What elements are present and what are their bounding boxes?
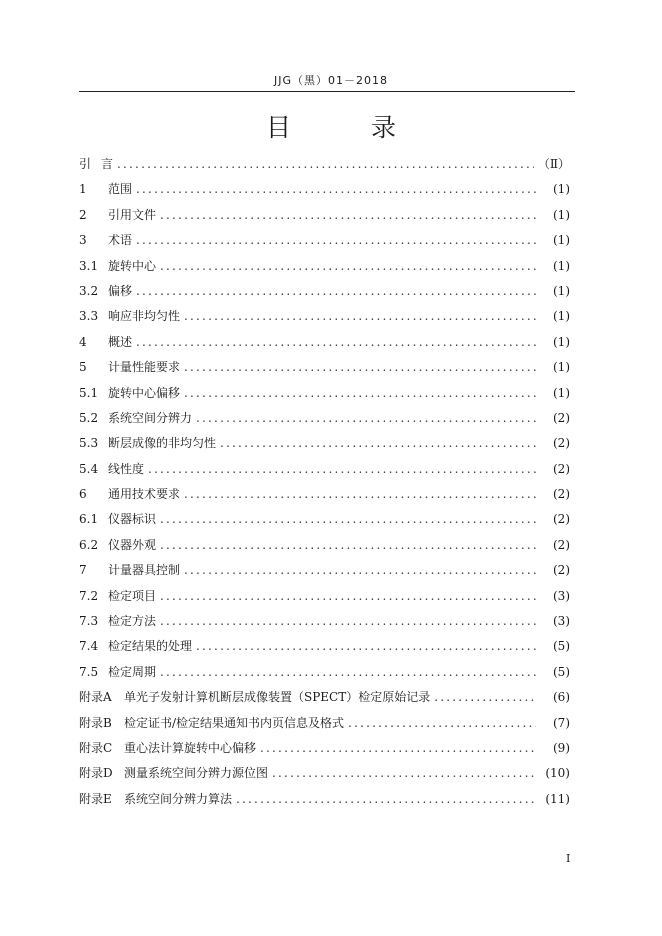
- toc-entry-page: (2): [553, 537, 570, 552]
- toc-entry-page: (1): [553, 283, 570, 298]
- toc-entry-page: (2): [553, 461, 570, 476]
- toc-entry-number: 7.3: [79, 614, 99, 629]
- toc-leader-dots: [160, 665, 536, 679]
- toc-entry-number: 7: [79, 563, 87, 578]
- toc-entry-title: 重心法计算旋转中心偏移: [124, 740, 257, 755]
- toc-leader-dots: [236, 792, 536, 806]
- toc-entry-number: 附录C: [79, 740, 113, 755]
- toc-entry-title: 仪器外观: [108, 537, 157, 552]
- page-number: I: [566, 852, 571, 865]
- toc-entry[interactable]: [79, 637, 570, 662]
- toc-leader-dots: [220, 436, 536, 450]
- toc-entry-title: 检定结果的处理: [108, 639, 193, 654]
- toc-entry-page: (1): [553, 309, 570, 324]
- toc-entry-number: 附录E: [79, 791, 112, 806]
- toc-entry-title: 响应非均匀性: [108, 309, 181, 324]
- toc-entry-page: (2): [553, 410, 570, 425]
- toc-leader-dots: [184, 360, 536, 374]
- toc-entry-number: 3: [79, 233, 87, 248]
- toc-leader-dots: [136, 335, 536, 349]
- toc-entry-title: 线性度: [108, 461, 145, 476]
- toc-leader-dots: [160, 614, 536, 628]
- toc-entry-number: 附录B: [79, 715, 112, 730]
- toc-entry-title: 概述: [108, 334, 133, 349]
- toc-leader-dots: [160, 589, 536, 603]
- toc-entry[interactable]: [79, 561, 570, 586]
- toc-entry-page: (5): [553, 664, 570, 679]
- toc-entry-page: (2): [553, 436, 570, 451]
- toc-leader-dots: [196, 639, 536, 653]
- toc-entry-page: (1): [553, 334, 570, 349]
- toc-entry-number: 引: [79, 157, 92, 171]
- toc-leader-dots: [160, 208, 536, 222]
- toc-leader-dots: [434, 690, 536, 704]
- toc-entry-title: 仪器标识: [108, 512, 157, 527]
- toc-entry-page: (6): [553, 690, 570, 705]
- toc-leader-dots: [260, 741, 536, 755]
- toc-leader-dots: [272, 766, 536, 780]
- toc-entry-number: 7.2: [79, 588, 99, 603]
- toc-entry[interactable]: [79, 764, 570, 789]
- toc-entry[interactable]: [79, 790, 570, 815]
- toc-entry[interactable]: [79, 434, 570, 459]
- toc-entry-number: 5.3: [79, 436, 99, 451]
- toc-leader-dots: [348, 716, 536, 730]
- toc-entry-page: (1): [553, 182, 570, 197]
- toc-entry-page: (3): [553, 614, 570, 629]
- toc-leader-dots: [184, 309, 536, 323]
- toc-entry[interactable]: [79, 714, 570, 739]
- toc-entry-number: 附录D: [79, 766, 113, 781]
- toc-entry-page: (7): [553, 715, 570, 730]
- document-code-header: JJG（黑）01－2018: [273, 74, 388, 87]
- toc-entry-number: 3.2: [79, 283, 99, 298]
- toc-entry-title: 旋转中心: [108, 258, 157, 273]
- toc-entry-page: (1): [553, 207, 570, 222]
- toc-entry-number: 1: [79, 182, 87, 197]
- toc-entry-page: (11): [545, 791, 570, 806]
- toc-entry[interactable]: [79, 409, 570, 434]
- toc-entry[interactable]: [79, 282, 570, 307]
- toc-leader-dots: [160, 538, 536, 552]
- toc-entry[interactable]: [79, 663, 570, 688]
- toc-leader-dots: [136, 233, 536, 247]
- toc-entry-title: 断层成像的非均匀性: [108, 436, 217, 451]
- toc-entry-page: (2): [553, 563, 570, 578]
- toc-entry-title: 计量性能要求: [108, 360, 181, 375]
- toc-entry-title: 通用技术要求: [108, 487, 181, 502]
- toc-entry-title: 检定项目: [108, 588, 157, 603]
- toc-entry-page: (1): [553, 233, 570, 248]
- toc-entry[interactable]: [79, 333, 570, 358]
- table-of-contents: [79, 155, 570, 815]
- toc-leader-dots: [136, 284, 536, 298]
- toc-entry[interactable]: [79, 485, 570, 510]
- toc-entry-page: (2): [553, 487, 570, 502]
- toc-entry-number: 6.1: [79, 512, 99, 527]
- toc-entry-number: 5: [79, 360, 87, 375]
- header-rule: [79, 91, 575, 92]
- toc-entry-number: 6: [79, 487, 87, 502]
- toc-entry-title: 计量器具控制: [108, 563, 181, 578]
- toc-entry-title: 引用文件: [108, 207, 157, 222]
- toc-entry[interactable]: [79, 257, 570, 282]
- toc-entry[interactable]: [79, 510, 570, 535]
- toc-leader-dots: [160, 259, 536, 273]
- toc-entry-page: (1): [553, 360, 570, 375]
- toc-entry-title: 言: [101, 157, 114, 171]
- toc-entry-page: (1): [553, 258, 570, 273]
- toc-entry-title: 偏移: [108, 283, 133, 298]
- toc-entry[interactable]: [79, 358, 570, 383]
- toc-entry-page: (3): [553, 588, 570, 603]
- toc-entry-number: 3.1: [79, 258, 99, 273]
- toc-entry[interactable]: [79, 206, 570, 231]
- toc-entry[interactable]: [79, 688, 570, 713]
- toc-entry-number: 7.5: [79, 664, 99, 679]
- toc-leader-dots: [117, 157, 534, 171]
- toc-entry[interactable]: [79, 612, 570, 637]
- toc-entry[interactable]: [79, 739, 570, 764]
- toc-entry-page: (1): [553, 385, 570, 400]
- toc-leader-dots: [196, 411, 536, 425]
- toc-entry[interactable]: [79, 384, 570, 409]
- toc-leader-dots: [136, 182, 536, 196]
- page-title: 目 录: [266, 113, 432, 142]
- toc-entry-number: 附录A: [79, 690, 112, 705]
- toc-entry[interactable]: [79, 587, 570, 612]
- toc-entry-page: (2): [553, 512, 570, 527]
- toc-entry-number: 5.1: [79, 385, 99, 400]
- toc-entry[interactable]: [79, 180, 570, 205]
- toc-entry-title: 范围: [108, 182, 133, 197]
- toc-leader-dots: [148, 462, 536, 476]
- toc-entry-page: (10): [545, 766, 570, 781]
- toc-leader-dots: [184, 487, 536, 501]
- toc-entry-title: 检定证书/检定结果通知书内页信息及格式: [124, 715, 345, 730]
- toc-entry-number: 3.3: [79, 309, 99, 324]
- toc-entry-number: 6.2: [79, 537, 99, 552]
- toc-entry-title: 系统空间分辨力: [108, 410, 193, 425]
- toc-entry-title: 旋转中心偏移: [108, 385, 181, 400]
- toc-entry-title: 系统空间分辨力算法: [124, 791, 233, 806]
- toc-entry[interactable]: [79, 307, 570, 332]
- toc-leader-dots: [160, 512, 536, 526]
- toc-entry-title: 测量系统空间分辨力源位图: [124, 766, 269, 781]
- toc-entry-number: 5.2: [79, 410, 99, 425]
- toc-entry-page: (9): [553, 740, 570, 755]
- toc-entry[interactable]: [79, 231, 570, 256]
- toc-entry[interactable]: [79, 460, 570, 485]
- toc-leader-dots: [184, 386, 536, 400]
- toc-entry-title: 术语: [108, 233, 133, 248]
- toc-entry-number: 5.4: [79, 461, 99, 476]
- toc-entry-page: （Ⅱ）: [537, 157, 570, 171]
- toc-entry-number: 2: [79, 207, 87, 222]
- toc-entry[interactable]: [79, 155, 570, 180]
- toc-entry-page: (5): [553, 639, 570, 654]
- toc-entry-title: 单光子发射计算机断层成像装置（SPECT）检定原始记录: [124, 690, 431, 705]
- toc-entry-number: 7.4: [79, 639, 99, 654]
- toc-entry-number: 4: [79, 334, 87, 349]
- toc-entry-title: 检定方法: [108, 614, 157, 629]
- toc-entry-title: 检定周期: [108, 664, 157, 679]
- toc-entry[interactable]: [79, 536, 570, 561]
- toc-leader-dots: [184, 563, 536, 577]
